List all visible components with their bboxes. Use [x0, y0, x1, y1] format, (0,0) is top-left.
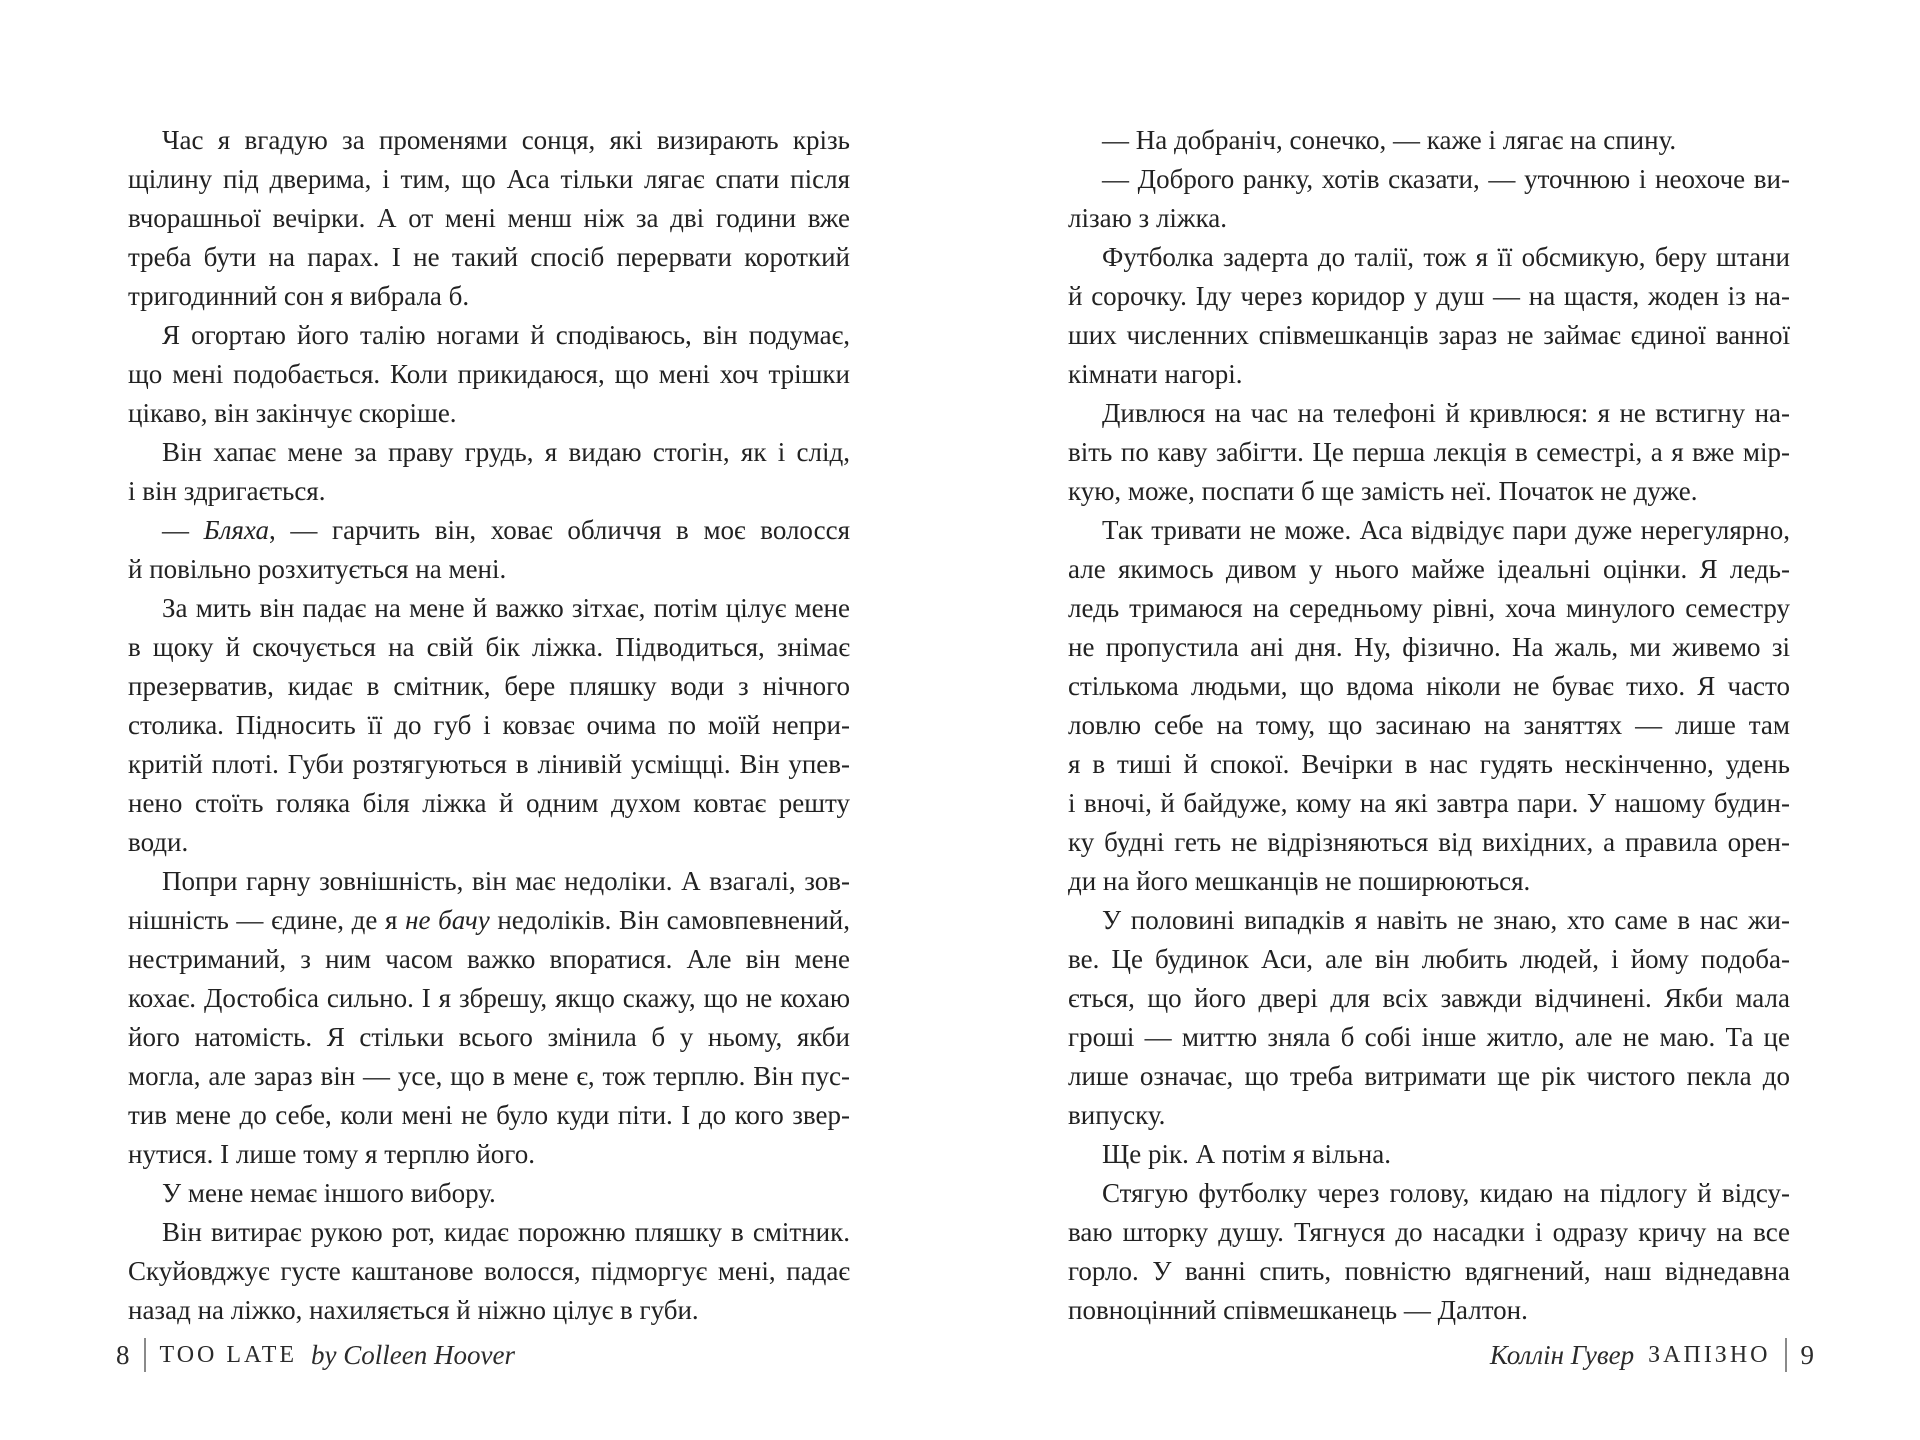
text-line: вчорашньої вечірки. А от мені менш ніж за дві години вже — [128, 203, 850, 233]
text-line: повноцінний співмешканець — Далтон. — [1068, 1295, 1528, 1325]
text-line: нестриманий, з ним часом важко впоратися. Але він мене — [128, 944, 850, 974]
text-line: ди на його мешканців не поширюються. — [1068, 866, 1531, 896]
text-line: ловлю себе на тому, що засинаю на заняттях — лише там — [1068, 710, 1790, 740]
text-line: лізаю з ліжка. — [1068, 203, 1228, 233]
text-line: лише означає, що треба витримати ще рік чистого пекла до — [1068, 1061, 1790, 1091]
text-line: могла, але зараз він — усе, що в мене є, тож терплю. Він пус- — [128, 1061, 850, 1091]
text-line: У мене немає іншого вибору. — [162, 1178, 496, 1208]
text-line: ється, що його двері для всіх завжди відчинені. Якби мала — [1068, 983, 1790, 1013]
text-line: але якимось дивом у нього майже ідеальні оцінки. Я ледь- — [1068, 554, 1790, 584]
text-line: ве. Це будинок Аси, але він любить людей, і йому подоба- — [1068, 944, 1790, 974]
text-line: що мені подобається. Коли прикидаюся, що мені хоч трішки — [128, 359, 850, 389]
text-line: Час я вгадую за променями сонця, які визирають крізь — [162, 125, 850, 155]
text-line: в щоку й скочується на свій бік ліжка. Підводиться, знімає — [128, 632, 850, 662]
text-line: Він хапає мене за праву грудь, я видаю стогін, як і слід, — [162, 437, 850, 467]
right-page-body-text — [1068, 121, 1790, 1330]
text-line: я в тиші й спокої. Вечірки в нас гудять нескінченно, удень — [1068, 749, 1790, 779]
text-line: тив мене до себе, коли мені не було куди піти. І до кого звер- — [128, 1100, 850, 1130]
text-line: і він здригається. — [128, 476, 326, 506]
book-title-ukrainian: ЗАПІЗНО — [1648, 1341, 1771, 1368]
text-line: й повільно розхитується на мені. — [128, 554, 507, 584]
text-line: назад на ліжко, нахиляється й ніжно цілує в губи. — [128, 1295, 699, 1325]
text-line: води. — [128, 827, 189, 857]
text-line: нутися. І лише тому я терплю його. — [128, 1139, 535, 1169]
text-line: кую, може, поспати б ще замість неї. Початок не дуже. — [1068, 476, 1698, 506]
footer-divider-line — [144, 1338, 146, 1372]
text-line: стількома людьми, що вдома ніколи не буває тихо. Я часто — [1068, 671, 1790, 701]
book-title-english: TOO LATE — [159, 1341, 298, 1368]
text-line: Стягую футболку через голову, кидаю на підлогу й відсу- — [1102, 1178, 1790, 1208]
text-line: Він витирає рукою рот, кидає порожню пляшку в смітник. — [162, 1217, 850, 1247]
book-byline: by Colleen Hoover — [311, 1339, 515, 1370]
text-line: — На добраніч, сонечко, — каже і лягає на спину. — [1102, 125, 1677, 155]
text-line: У половині випадків я навіть не знаю, хто саме в нас жи- — [1102, 905, 1790, 935]
text-line: горло. У ванні спить, повністю вдягнений, наш віднедавна — [1068, 1256, 1790, 1286]
text-line: випуску. — [1068, 1100, 1166, 1130]
text-line: Дивлюся на час на телефоні й кривлюся: я не встигну на- — [1102, 398, 1790, 428]
text-line: віть по каву забігти. Це перша лекція в семестрі, а я вже мір- — [1068, 437, 1790, 467]
text-line: ших численних співмешканців зараз не займає єдиної ванної — [1068, 320, 1790, 350]
text-line: Ще рік. А потім я вільна. — [1102, 1139, 1391, 1169]
text-line: не пропустила ані дня. Ну, фізично. На жаль, ми живемо зі — [1068, 632, 1790, 662]
left-page-body-text — [128, 121, 850, 1330]
text-line: гроші — миттю зняла б собі інше житло, але не маю. Та це — [1068, 1022, 1790, 1052]
text-line: презерватив, кидає в смітник, бере пляшку води з нічного — [128, 671, 850, 701]
text-line: Попри гарну зовнішність, він має недоліки. А взагалі, зов- — [162, 866, 850, 896]
text-line: ку будні геть не відрізняються від вихідних, а правила орен- — [1068, 827, 1790, 857]
text-line: За мить він падає на мене й важко зітхає, потім цілує мене — [162, 593, 850, 623]
text-line: Скуйовджує густе каштанове волосся, підморгує мені, падає — [128, 1256, 850, 1286]
text-line: нішність — єдине, де я не бачу недоліків. Він самовпевнений, — [128, 905, 851, 935]
text-line: столика. Підносить її до губ і ковзає очима по моїй непри- — [128, 710, 850, 740]
author-name: Коллін Гувер — [1489, 1339, 1635, 1370]
text-line: і вночі, й байдуже, кому на які завтра пари. У нашому будин- — [1068, 788, 1790, 818]
text-line: щілину під дверима, і тим, що Аса тільки лягає спати після — [128, 164, 850, 194]
text-line: — Бляха, — гарчить він, ховає обличчя в моє волосся — [162, 515, 850, 545]
text-line: Я огортаю його талію ногами й сподіваюсь, він подумає, — [162, 320, 850, 350]
footer-divider-line — [1785, 1338, 1787, 1372]
right-page-footer — [1490, 1334, 1814, 1376]
text-line: й сорочку. Іду через коридор у душ — на щастя, жоден із на- — [1068, 281, 1790, 311]
text-line: — Доброго ранку, хотів сказати, — уточнюю і неохоче ви- — [1102, 164, 1790, 194]
text-line: Так тривати не може. Аса відвідує пари дуже нерегулярно, — [1102, 515, 1790, 545]
text-line: ледь тримаюся на середньому рівні, хоча минулого семестру — [1068, 593, 1790, 623]
right-page-number: 9 — [1800, 1339, 1814, 1370]
text-line: ваю шторку душу. Тягнуся до насадки і одразу кричу на все — [1068, 1217, 1790, 1247]
left-page-footer — [116, 1334, 515, 1376]
text-line: цікаво, він закінчує скоріше. — [128, 398, 457, 428]
text-line: критій плоті. Губи розтягуються в лінивій усміщці. Він упев- — [128, 749, 850, 779]
left-page-number: 8 — [116, 1339, 130, 1370]
text-line: кохає. Достобіса сильно. І я збрешу, якщо скажу, що не кохаю — [128, 983, 850, 1013]
text-line: нено стоїть голяка біля ліжка й одним духом ковтає решту — [128, 788, 850, 818]
text-line: його натомість. Я стільки всього змінила б у ньому, якби — [128, 1022, 850, 1052]
text-line: Футболка задерта до талії, тож я її обсмикую, беру штани — [1102, 242, 1790, 272]
text-line: тригодинний сон я вибрала б. — [128, 281, 470, 311]
text-line: треба бути на парах. І не такий спосіб перервати короткий — [128, 242, 850, 272]
text-line: кімнати нагорі. — [1068, 359, 1243, 389]
